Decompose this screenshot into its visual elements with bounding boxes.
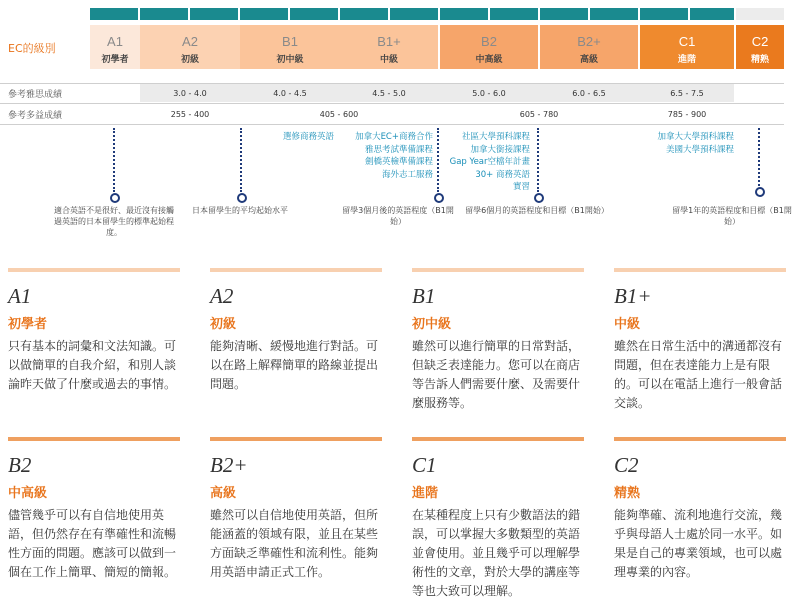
- card-name: 進階: [412, 486, 439, 501]
- level-card-a2: [210, 268, 382, 394]
- note-c1: 留學1年的英語程度和目標（B1開始）: [672, 206, 792, 226]
- course-item[interactable]: 加拿大EC+商務合作: [355, 132, 433, 142]
- course-list-b1: [240, 131, 334, 144]
- note-b1plus: 留學3個月後的英語程度（B1開始）: [342, 206, 454, 226]
- level-name: 進階: [677, 55, 696, 65]
- ielts-score: 5.0 - 6.0: [472, 89, 506, 98]
- strip-segment: [90, 8, 138, 20]
- card-code: A1: [8, 284, 32, 308]
- level-card-c2: [614, 437, 786, 582]
- card-description: 能夠準確、流利地進行交流，幾乎與母語人士處於同一水平。如果是自己的專業領域，也可以處理專業的內容。: [614, 508, 783, 579]
- course-item[interactable]: 實習: [512, 182, 530, 192]
- course-list-c1: [634, 131, 734, 156]
- level-card-c1: [412, 437, 584, 601]
- level-cell-a1: [90, 25, 140, 69]
- course-item[interactable]: 美國大學預科課程: [665, 144, 734, 155]
- ielts-row-label: 參考雅思成績: [8, 90, 63, 100]
- card-name: 中級: [614, 317, 641, 332]
- level-cell-b2: [440, 25, 538, 69]
- course-item[interactable]: 30+ 商務英語: [475, 169, 530, 180]
- course-list-b1plus: [330, 131, 433, 181]
- ielts-score: 6.5 - 7.5: [670, 89, 704, 98]
- card-code: A2: [210, 284, 234, 308]
- level-code: B1+: [377, 34, 401, 49]
- card-code: B1: [412, 284, 436, 308]
- card-bar: [614, 437, 786, 441]
- toeic-score: 605 - 780: [519, 110, 559, 119]
- ielts-score: 4.0 - 4.5: [273, 89, 307, 98]
- divider: [0, 124, 784, 125]
- ielts-score: 4.5 - 5.0: [372, 89, 406, 98]
- strip-segment: [490, 8, 538, 20]
- card-bar: [614, 268, 786, 272]
- marker-line: [113, 128, 115, 192]
- level-code: A1: [107, 34, 123, 49]
- level-cell-b1plus: [340, 25, 438, 69]
- ielts-score: 6.0 - 6.5: [572, 89, 606, 98]
- level-card-a1: [8, 268, 180, 394]
- toeic-row-label: 參考多益成績: [8, 111, 63, 121]
- level-cell-b1: [240, 25, 340, 69]
- level-name: 初學者: [101, 55, 129, 65]
- card-code: B2+: [210, 453, 248, 477]
- level-cell-c2: [736, 25, 784, 69]
- card-name: 初中級: [412, 317, 452, 332]
- level-card-b1: [412, 268, 584, 413]
- level-name: 中高級: [475, 55, 503, 65]
- level-name: 中級: [379, 55, 398, 65]
- course-list-b2: [430, 131, 530, 194]
- card-bar: [210, 268, 382, 272]
- strip-segment: [540, 8, 588, 20]
- ielts-score: 3.0 - 4.0: [173, 89, 207, 98]
- toeic-score: 255 - 400: [170, 110, 210, 119]
- toeic-score: 785 - 900: [667, 110, 707, 119]
- card-bar: [210, 437, 382, 441]
- strip-segment: [190, 8, 238, 20]
- strip-segment: [640, 8, 688, 20]
- divider: [0, 103, 784, 104]
- card-description: 雖然可以進行簡單的日常對話，但缺乏表達能力。您可以在商店等告訴人們需要什麼、及需要什麼服務等。: [412, 339, 581, 410]
- course-item[interactable]: 海外志工服務: [381, 169, 433, 180]
- card-description: 只有基本的詞彙和文法知識。可以做簡單的自我介紹，和別人談論昨天做了什麼或過去的事情。: [8, 339, 177, 391]
- toeic-score: 405 - 600: [319, 110, 359, 119]
- marker-circle-icon: [534, 193, 544, 203]
- card-bar: [412, 268, 584, 272]
- marker-circle-icon: [110, 193, 120, 203]
- marker-circle-icon: [434, 193, 444, 203]
- card-code: C1: [412, 453, 437, 477]
- strip-segment: [290, 8, 338, 20]
- strip-segment: [340, 8, 388, 20]
- course-item[interactable]: Gap Year空檔年計畫: [449, 157, 530, 167]
- strip-segment: [240, 8, 288, 20]
- card-name: 高級: [210, 486, 237, 501]
- card-name: 中高級: [8, 486, 48, 501]
- course-item[interactable]: 加拿大銜接課程: [470, 144, 530, 155]
- card-description: 雖然在日常生活中的溝通都沒有問題，但在表達能力上是有限的。可以在電話上進行一般會話交談。: [614, 339, 783, 410]
- course-item[interactable]: 雅思考試準備課程: [364, 144, 433, 155]
- note-b2plus: 留學6個月的英語程度和目標（B1開始）: [465, 206, 609, 215]
- level-row-label-cell: [0, 25, 90, 69]
- level-code: A2: [182, 34, 198, 49]
- strip-segment: [440, 8, 488, 20]
- level-cell-c1: [640, 25, 734, 69]
- card-code: B1+: [614, 284, 652, 308]
- strip-segment: [690, 8, 734, 20]
- course-item[interactable]: 劍橋英檢準備課程: [364, 157, 433, 167]
- strip-segment: [390, 8, 438, 20]
- marker-circle-icon: [755, 187, 765, 197]
- level-name: 初級: [180, 55, 199, 65]
- marker-circle-icon: [237, 193, 247, 203]
- level-code: B1: [282, 34, 298, 49]
- level-name: 初中級: [276, 55, 304, 65]
- card-bar: [412, 437, 584, 441]
- card-description: 在某種程度上只有少數語法的錯誤，可以掌握大多數類型的英語並會使用。並且幾乎可以理解學術性的文章，對於大學的講座等等也大致可以理解。: [412, 508, 581, 598]
- card-name: 初級: [210, 317, 237, 332]
- card-bar: [8, 437, 180, 441]
- card-description: 能夠清晰、緩慢地進行對話。可以在路上解釋簡單的路線並提出問題。: [210, 339, 379, 391]
- strip-segment: [590, 8, 638, 20]
- level-card-b2: [8, 437, 180, 582]
- level-row-label: EC的級別: [8, 42, 56, 55]
- card-name: 初學者: [8, 317, 48, 332]
- level-name: 精熟: [750, 55, 769, 65]
- course-item[interactable]: 選修商務英語: [282, 132, 334, 142]
- card-code: B2: [8, 453, 32, 477]
- card-description: 儘管幾乎可以有自信地使用英語，但仍然存在有準確性和流暢性方面的問題。應該可以做到一個在工作上簡單、簡短的簡報。: [8, 508, 177, 579]
- level-cell-a2: [140, 25, 240, 69]
- card-code: C2: [614, 453, 639, 477]
- strip-segment: [140, 8, 188, 20]
- marker-line: [758, 128, 760, 186]
- level-code: B2+: [577, 34, 601, 49]
- course-item[interactable]: 加拿大大學預科課程: [657, 132, 734, 142]
- card-name: 精熟: [614, 486, 641, 501]
- strip-segment: [736, 8, 784, 20]
- marker-line: [537, 128, 539, 192]
- level-card-b2plus: [210, 437, 382, 582]
- level-card-b1plus: [614, 268, 786, 413]
- card-description: 雖然可以自信地使用英語，但所能涵蓋的領域有限，並且在某些方面缺乏準確性和流利性。能夠用英語申請正式工作。: [210, 508, 379, 579]
- card-bar: [8, 268, 180, 272]
- note-a2: 日本留學生的平均起始水平: [192, 206, 288, 215]
- course-item[interactable]: 社區大學預科課程: [461, 132, 530, 142]
- level-code: C2: [751, 34, 769, 49]
- level-code: C1: [678, 34, 696, 49]
- level-cell-b2plus: [540, 25, 638, 69]
- level-code: B2: [481, 34, 497, 49]
- level-name: 高級: [579, 55, 598, 65]
- note-a1: 適合英語不是很好、最近沒有接觸過英語的日本留學生的標準起始程度。: [54, 206, 174, 237]
